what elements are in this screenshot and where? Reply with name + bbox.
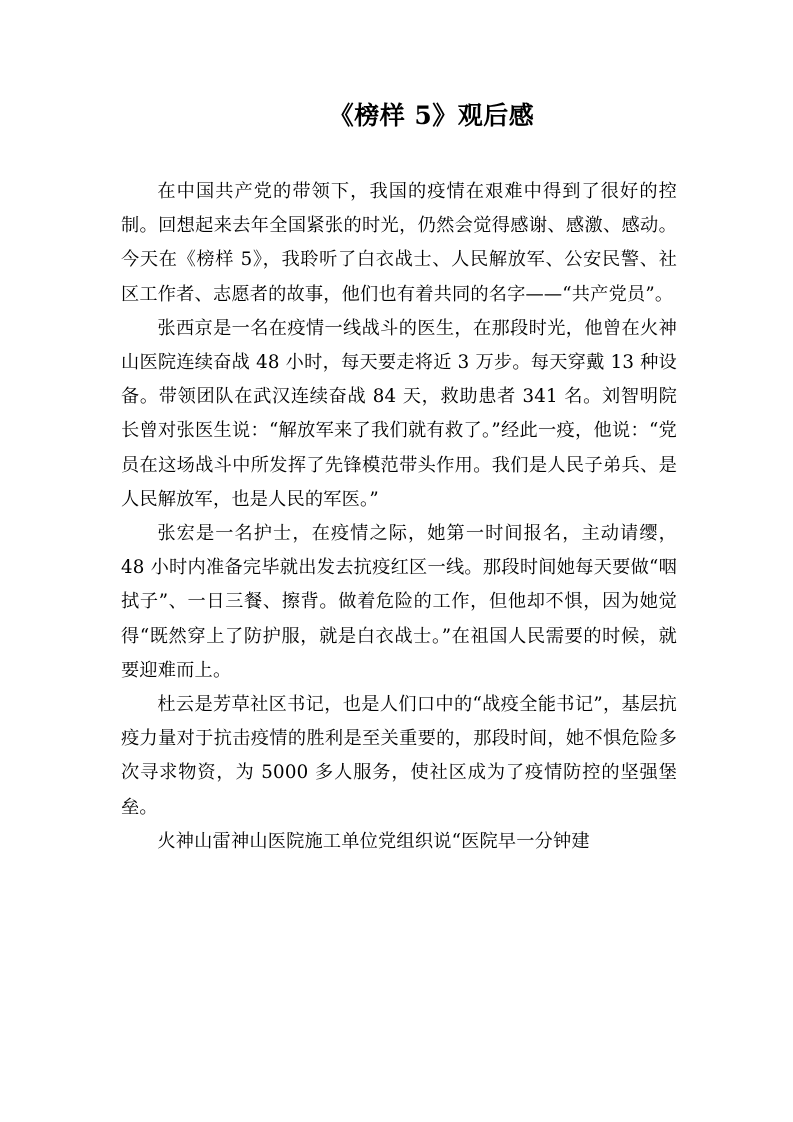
- paragraph-2: 张西京是一名在疫情一线战斗的医生，在那段时光，他曾在火神山医院连续奋战 48 小时，每天要走将近 3 万步。每天穿戴 13 种设备。带领团队在武汉连续奋战 84 天，救助患者 341 名。刘智明院长曾对张医生说：“解放军来了我们就有救了。”经此一疫，他说：“党员在这场战斗中所发挥了先锋模范带头作用。我们是人民子弟兵、是人民解放军，也是人民的军医。”: [121, 317, 677, 510]
- paragraph-5: 火神山雷神山医院施工单位党组织说“医院早一分钟建: [157, 830, 590, 852]
- paragraph-4: 杜云是芳草社区书记，也是人们口中的“战疫全能书记”，基层抗疫力量对于抗击疫情的胜利是至关重要的，那段时间，她不惧危险多次寻求物资，为 5000 多人服务，使社区成为了疫情防控的坚强堡垒。: [121, 694, 677, 818]
- article-body: [121, 175, 677, 859]
- paragraph-1: 在中国共产党的带领下，我国的疫情在艰难中得到了很好的控制。回想起来去年全国紧张的时光，仍然会觉得感谢、感激、感动。今天在《榜样 5》，我聆听了白衣战士、人民解放军、公安民警、社区工作者、志愿者的故事，他们也有着共同的名字——“共产党员”。: [121, 181, 677, 305]
- page-title: 《榜样 5》观后感: [328, 101, 535, 130]
- paragraph-3: 张宏是一名护士，在疫情之际，她第一时间报名，主动请缨，48 小时内准备完毕就出发去抗疫红区一线。那段时间她每天要做“咽拭子”、一日三餐、擦背。做着危险的工作，但他却不惧，因为她觉得“既然穿上了防护服，就是白衣战士。”在祖国人民需要的时候，就要迎难而上。: [121, 523, 677, 681]
